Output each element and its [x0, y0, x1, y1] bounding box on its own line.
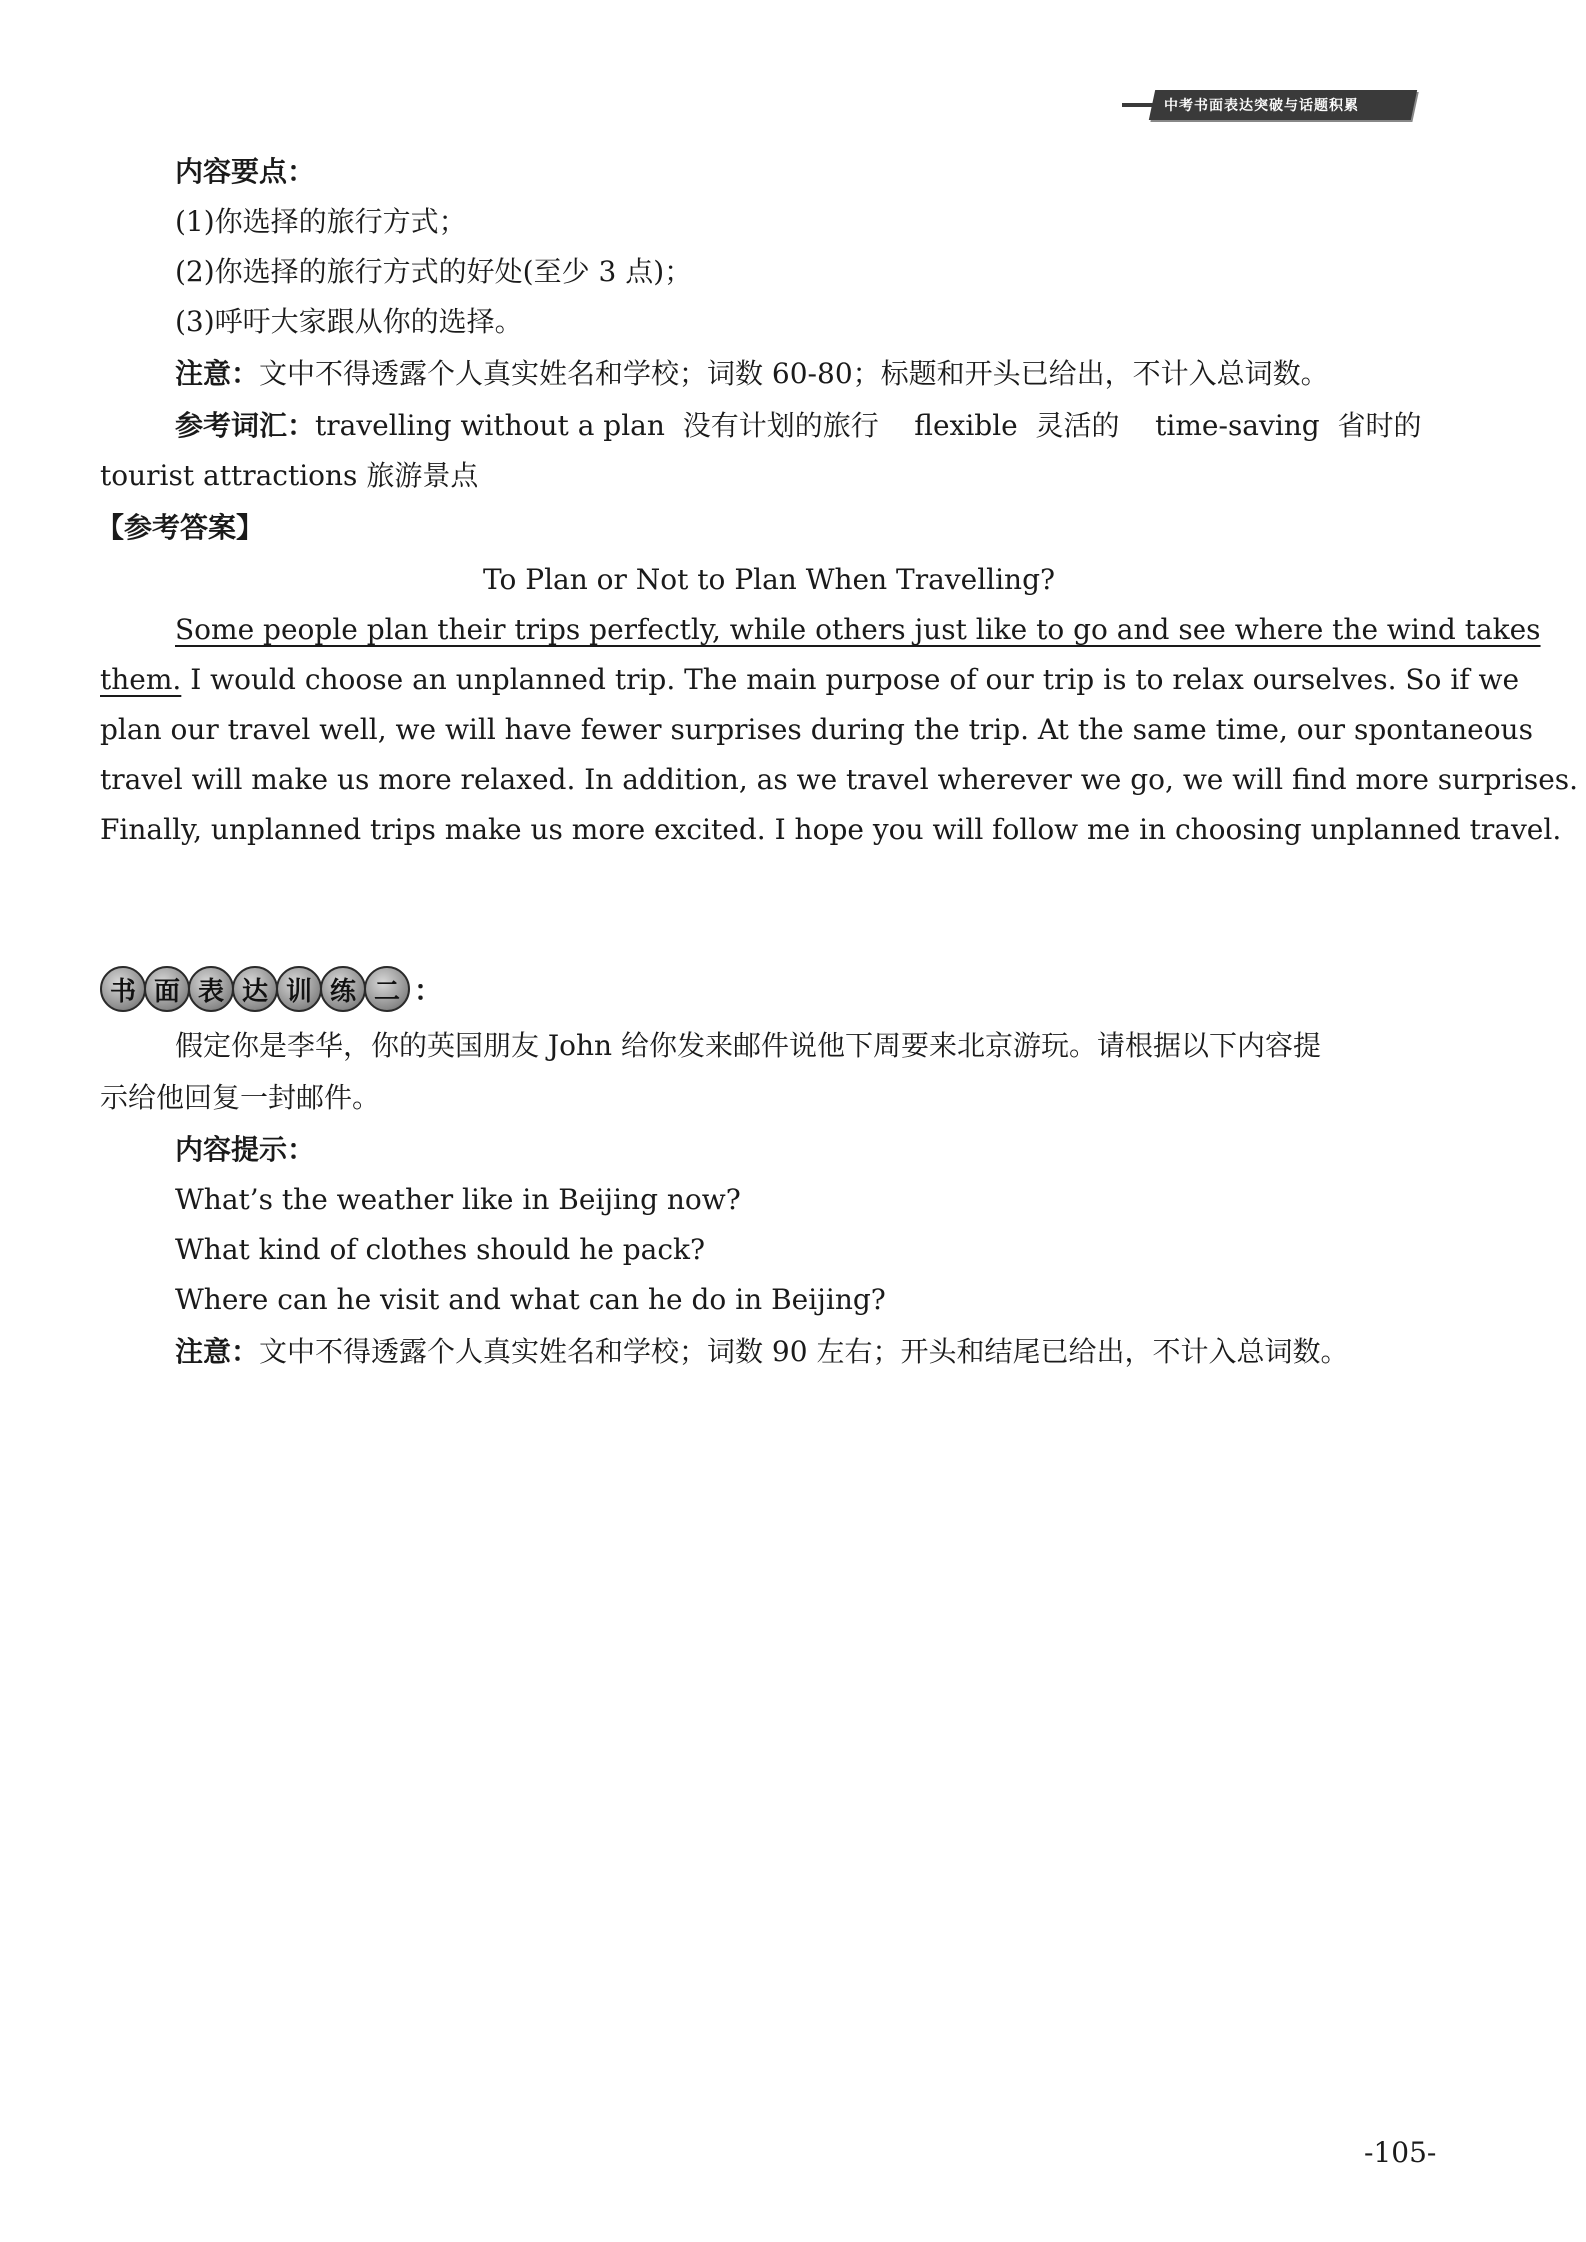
badge-char: 表 [188, 966, 234, 1012]
essay-line [175, 610, 1541, 650]
essay-line: Finally, unplanned trips make us more excited. I hope you will follow me in choosing unplanned travel. [100, 813, 1562, 846]
essay-underlined-sentence: Some people plan their trips perfectly, while others just like to go and see where the wind takes [175, 613, 1541, 646]
page-number: -105- [1364, 2136, 1437, 2169]
vocab-text: travelling without a plan 没有计划的旅行 flexible 灵活的 time-saving 省时的 [315, 409, 1422, 442]
prompt-line: 示给他回复一封邮件。 [100, 1081, 381, 1114]
section-title-badge [100, 964, 442, 1014]
header-banner-text: 中考书面表达突破与话题积累 [1164, 98, 1359, 114]
running-header-banner [1122, 86, 1414, 124]
essay-title: To Plan or Not to Plan When Travelling? [482, 563, 1056, 596]
essay-line [100, 660, 1520, 700]
essay-line: plan our travel well, we will have fewer surprises during the trip. At the same time, our spontaneous [100, 713, 1533, 746]
badge-char: 训 [276, 966, 322, 1012]
badge-char: 面 [144, 966, 190, 1012]
essay-line: travel will make us more relaxed. In addition, as we travel wherever we go, we will find more surprises. [100, 763, 1579, 796]
prompt-line: 假定你是李华，你的英国朋友 John 给你发来邮件说他下周要来北京游玩。请根据以下内容提 [175, 1029, 1321, 1062]
note-text: 文中不得透露个人真实姓名和学校；词数 90 左右；开头和结尾已给出，不计入总词数。 [259, 1335, 1349, 1368]
badge-colon: ： [414, 974, 443, 1007]
point-item: (1)你选择的旅行方式； [175, 205, 467, 238]
answer-heading: 【参考答案】 [96, 511, 265, 544]
tip-item: What kind of clothes should he pack? [175, 1233, 706, 1266]
vocab-line-continued: tourist attractions 旅游景点 [100, 459, 479, 492]
vocab-line [175, 406, 1422, 446]
badge-char: 二 [364, 966, 410, 1012]
tip-item: What’s the weather like in Beijing now? [175, 1183, 741, 1216]
essay-underlined-word: them. [100, 663, 182, 696]
note-label: 注意： [175, 1335, 260, 1368]
point-item: (3)呼吁大家跟从你的选择。 [175, 305, 523, 338]
badge-char: 书 [100, 966, 146, 1012]
note-text: 文中不得透露个人真实姓名和学校；词数 60-80；标题和开头已给出，不计入总词数。 [259, 357, 1329, 390]
badge-char: 练 [320, 966, 366, 1012]
point-item: (2)你选择的旅行方式的好处(至少 3 点)； [175, 255, 693, 288]
note-label: 注意： [175, 357, 260, 390]
tip-item: Where can he visit and what can he do in Beijing? [175, 1283, 886, 1316]
tips-heading: 内容提示： [175, 1133, 316, 1166]
note-line [175, 1332, 1348, 1372]
points-heading: 内容要点： [175, 155, 316, 188]
vocab-label: 参考词汇： [175, 409, 316, 442]
essay-line-text: I would choose an unplanned trip. The main purpose of our trip is to relax ourselves. So if we [190, 663, 1520, 696]
badge-char: 达 [232, 966, 278, 1012]
note-line [175, 354, 1329, 394]
